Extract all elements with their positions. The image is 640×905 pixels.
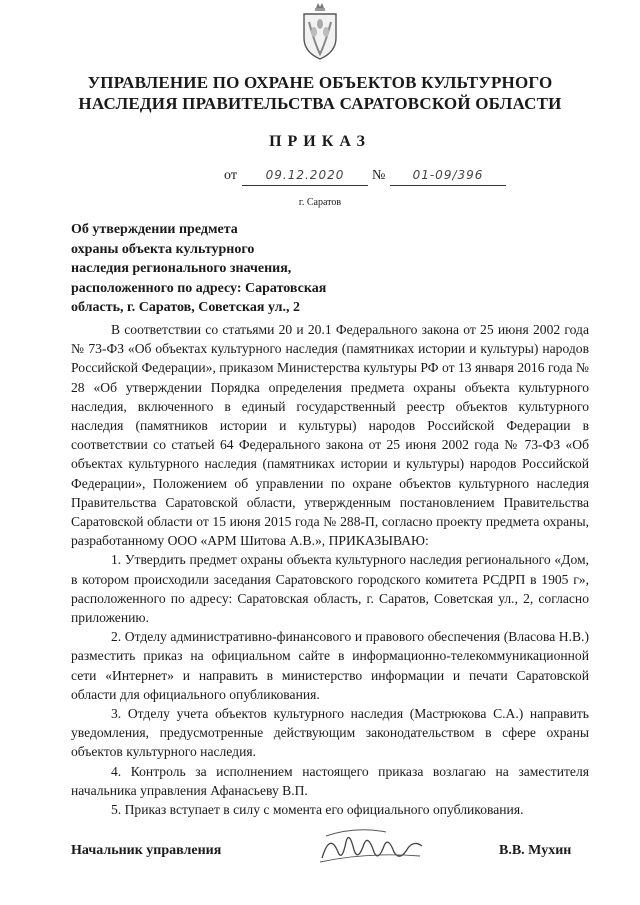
order-item: 5. Приказ вступает в силу с момента его официального опубликования. [111,802,524,818]
city-label: г. Саратов [298,197,342,208]
subject-line: охраны объекта культурного [71,241,255,257]
number-value: 01-09/396 [390,168,506,186]
order-item: 4. Контроль за исполнением настоящего приказа возлагаю на заместителя начальника управления Афанасьеву В.П. [71,763,589,798]
subject-line: Об утверждении предмета [71,222,238,237]
handwritten-signature-icon [316,822,426,870]
order-item: 3. Отделу учета объектов культурного наследия (Мастрюкова С.А.) направить уведомления, предусмотренные действующим законодательством в сфере охраны объектов культурного наследия. [71,706,589,760]
subject-line: расположенного по адресу: Саратовская [71,280,327,296]
signatory-name: В.В. Мухин [499,843,572,858]
document-title: ПРИКАЗ [269,133,371,150]
organization-name-line2: НАСЛЕДИЯ ПРАВИТЕЛЬСТВА САРАТОВСКОЙ ОБЛАСТИ [78,94,562,113]
subject-line: область, г. Саратов, Советская ул., 2 [71,300,300,316]
subject-line: наследия регионального значения, [71,261,292,277]
preamble-paragraph: В соответствии со статьями 20 и 20.1 Федерального закона от 25 июня 2002 года № 73-ФЗ «Об объектах культурного наследия (памятниках истории и культуры) народов Российской Федерации», приказом Министерства культуры РФ от 13 января 2016 года № 28 «Об утверждении Порядка определения предмета охраны объекта культурного наследия, включенного в единый государственный реестр объектов культурного наследия (памятников истории и культуры) народов Российской Федерации в соответствии со статьей 64 Федерального закона от 25 июня 2002 года № 73-ФЗ «Об объектах культурного наследия (памятниках истории и культуры) народов Российской Федерации», Положением об управлении по охране объектов культурного наследия Правительства Саратовской области, утвержденным постановлением Правительства Саратовской области от 15 июня 2015 года № 288-П, согласно проекту предмета охраны, разработанному ООО «АРМ Шитова А.В.», ПРИКАЗЫВАЮ: [71,322,589,549]
number-label: № [372,168,386,183]
signatory-position: Начальник управления [71,843,222,858]
order-item: 1. Утвердить предмет охраны объекта культурного наследия регионального «Дом, в котором происходили заседания Саратовского городского комитета РСДРП в 1905 г», расположенного по адресу: Саратовская область, г. Саратов, Советская ул., 2, согласно приложению. [71,552,589,626]
date-label: от [224,168,237,183]
date-value: 09.12.2020 [242,168,368,186]
document-body [71,320,589,819]
subject-block [71,220,371,318]
order-item: 2. Отделу административно-финансового и правового обеспечения (Власова Н.В.) разместить приказ на официальном сайте в информационно-телекоммуникационной сети «Интернет» и направить в министерство информации и печати Саратовской области для официального опубликования. [71,629,589,702]
saratov-coat-of-arms-icon [301,2,339,62]
organization-name-line1: УПРАВЛЕНИЕ ПО ОХРАНЕ ОБЪЕКТОВ КУЛЬТУРНОГО [87,73,553,92]
